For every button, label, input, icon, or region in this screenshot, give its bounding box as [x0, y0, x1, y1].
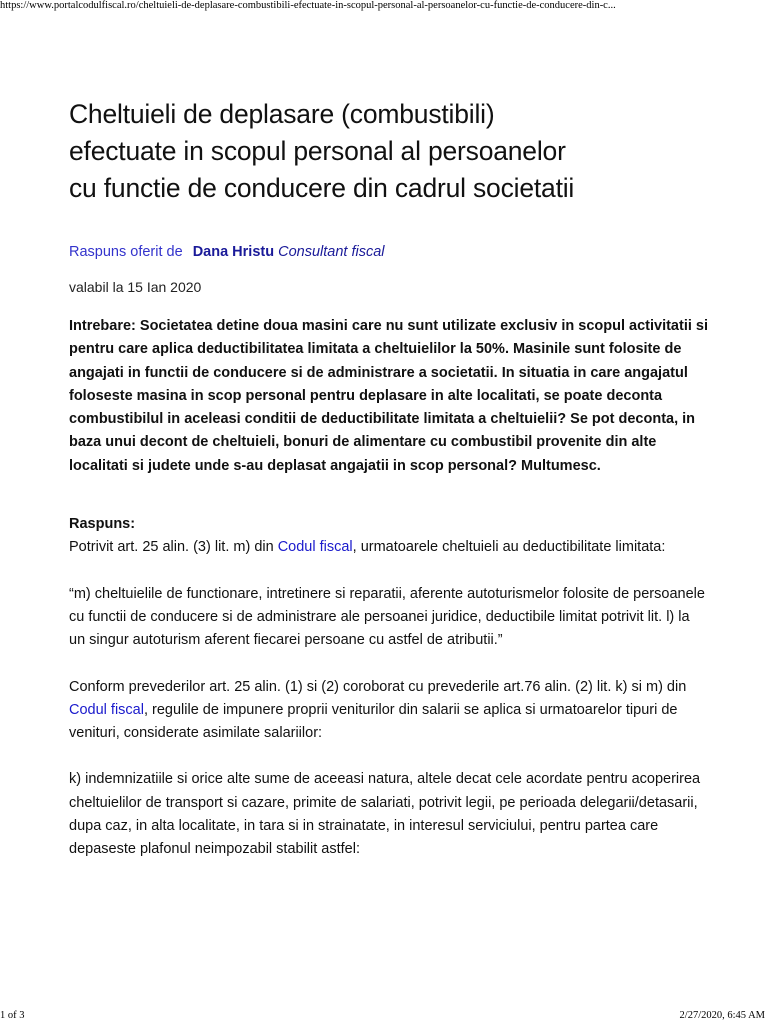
question-text: Intrebare: Societatea detine doua masini care nu sunt utilizate exclusiv in scopul activitatii si pentru care aplica deductibilitatea limitata a cheltuielilor la 50%. Masinile sunt folosite de angajati in functii de conducere si de administrare a societatii. In situatia in care angajatul foloseste masina in scop personal pentru deplasare in alte localitati, se poate deconta combustibilul in aceleasi conditii de deductibilitate limitata a cheltuielii? Se pot deconta, in baza unui decont de cheltuieli, bonuri de alimentare cu combustibil provenite din alte localitati si judete unde s-au deplasat angajatii in scop personal? Multumesc. — [69, 318, 708, 474]
paragraph-text: Potrivit art. 25 alin. (3) lit. m) din — [69, 539, 278, 556]
answer-section — [69, 513, 709, 862]
codul-fiscal-link[interactable]: Codul fiscal — [277, 539, 353, 556]
print-date: 2/27/2020, 6:45 AM — [679, 1010, 765, 1021]
byline-prefix: Raspuns oferit de — [69, 244, 183, 260]
print-header-url: https://www.portalcodulfiscal.ro/cheltuieli-de-deplasare-combustibili-efectuate-in-scopul-personal-al-persoanelor-cu-functie-de-conducere-din-c... — [0, 0, 616, 11]
author-link[interactable]: Dana Hristu — [192, 244, 275, 260]
article — [69, 96, 709, 862]
answer-heading: Raspuns: — [69, 516, 136, 533]
answer-paragraph-3: k) indemnizatiile si orice alte sume de aceeasi natura, altele decat cele acordate pentru acoperirea cheltuielilor de transport si cazare, primite de salariati, potrivit legii, pe perioada delegarii/detasarii, dupa caz, in alta localitate, in tara si in strainatate, in interesul serviciului, pentru partea care depaseste plafonul neimpozabil stabilit astfel: — [69, 771, 701, 858]
article-title — [69, 96, 709, 207]
title-line: cu functie de conducere din cadrul societatii — [69, 173, 575, 203]
title-line: efectuate in scopul personal al persoanelor — [69, 136, 566, 166]
answer-paragraph-1 — [69, 536, 709, 559]
validity-date: valabil la 15 Ian 2020 — [69, 279, 202, 295]
title-line: Cheltuieli de deplasare (combustibili) — [69, 99, 495, 129]
answer-paragraph-2 — [69, 676, 709, 746]
paragraph-text: Conform prevederilor art. 25 alin. (1) si (2) coroborat cu prevederile art.76 alin. (2) lit. k) si m) din — [69, 678, 687, 695]
codul-fiscal-link[interactable]: Codul fiscal — [69, 701, 144, 718]
legal-quote: “m) cheltuielile de functionare, intretinere si reparatii, aferente autoturismelor folosite de persoanele cu functii de conducere si de administrare ale persoanei juridice, deductibile limitat potrivit lit. l) la un singur autoturism aferent fiecarei persoane cu astfel de atributii.” — [69, 585, 705, 649]
byline — [69, 242, 709, 262]
author-role: Consultant fiscal — [278, 244, 385, 260]
paragraph-text: , urmatoarele cheltuieli au deductibilitate limitata: — [352, 539, 666, 556]
paragraph-text: , regulile de impunere proprii veniturilor din salarii se aplica si urmatoarelor tipuri de venituri, considerate asimilate salariilor: — [69, 701, 678, 742]
print-footer — [0, 1008, 768, 1024]
page-number: 1 of 3 — [0, 1010, 25, 1021]
